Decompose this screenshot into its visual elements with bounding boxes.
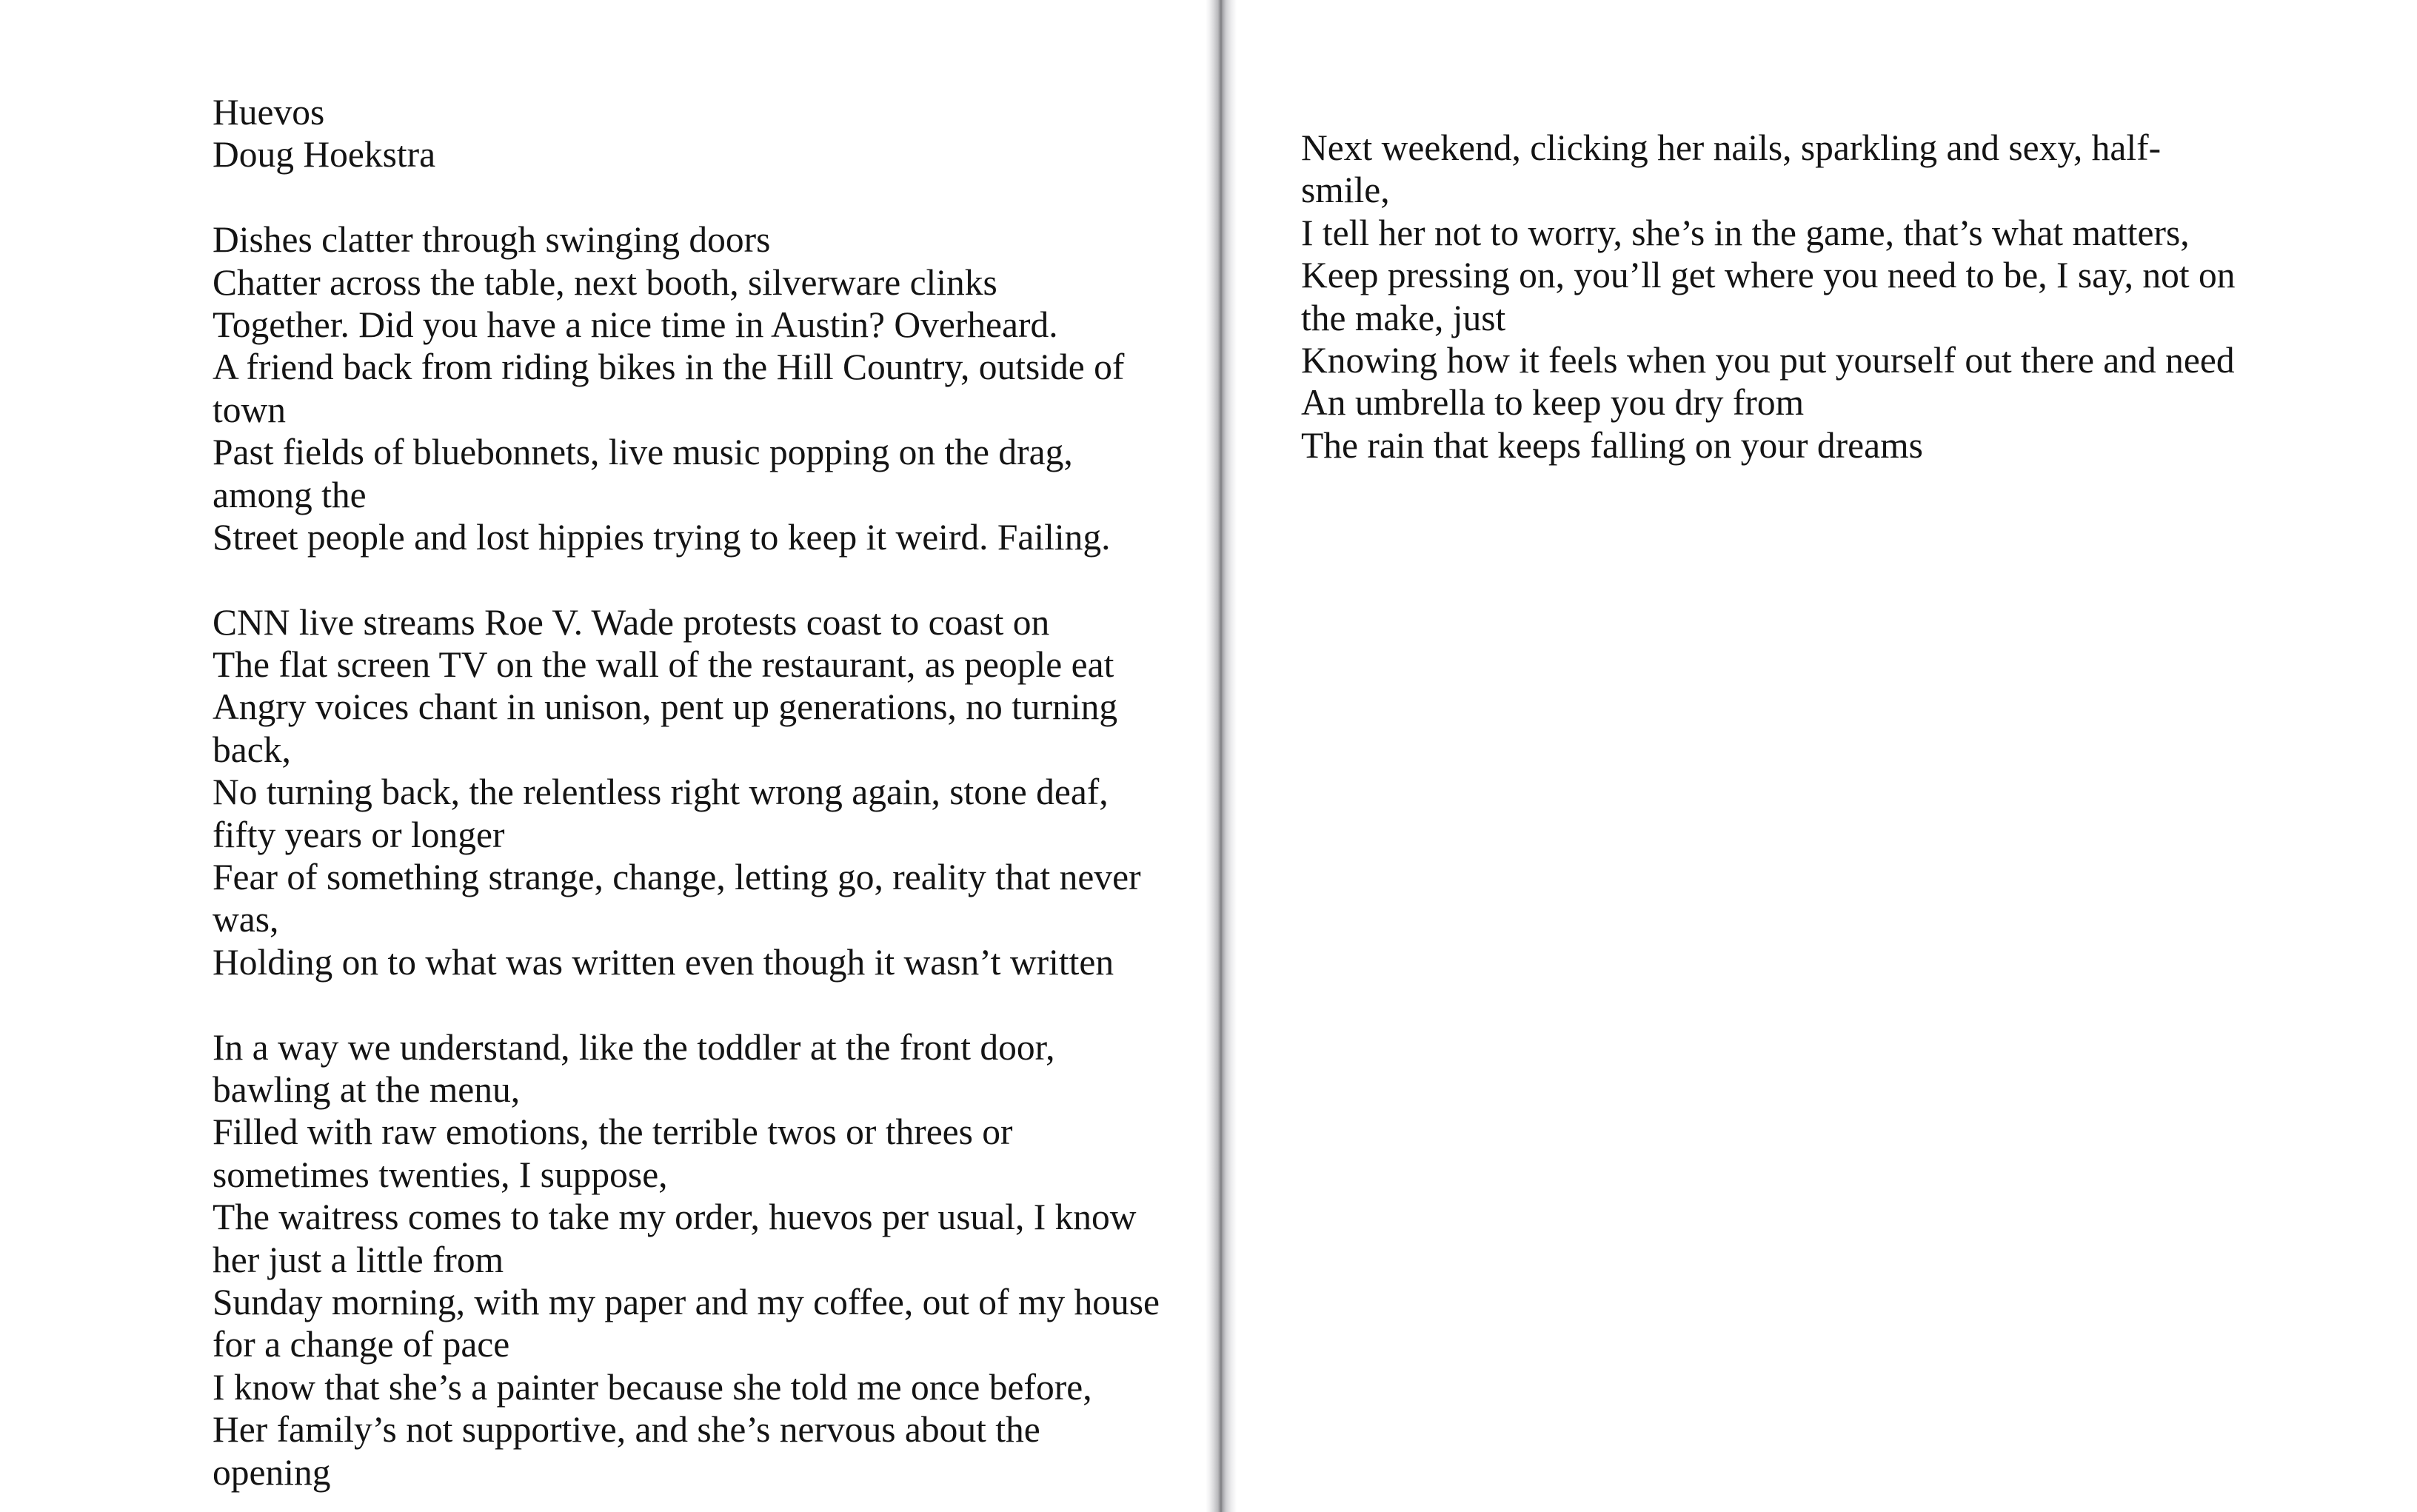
poem-line: An umbrella to keep you dry from: [1301, 382, 1805, 424]
poem-line: Holding on to what was written even though it wasn’t written: [213, 941, 1114, 983]
left-page: [0, 0, 1206, 1512]
right-page-text: [1301, 127, 2235, 466]
poem-line: No turning back, the relentless right wrong again, stone deaf,: [213, 772, 1109, 813]
poem-line: Dishes clatter through swinging doors: [213, 219, 771, 261]
poem-line: was,: [213, 899, 279, 940]
poem-line: Fear of something strange, change, letting go, reality that never: [213, 857, 1141, 898]
book-gutter: [1206, 0, 1237, 1512]
poem-line: CNN live streams Roe V. Wade protests coast to coast on: [213, 601, 1050, 643]
poem-line: opening: [213, 1451, 331, 1493]
poem-line: The waitress comes to take my order, huevos per usual, I know: [213, 1197, 1137, 1238]
poem-line: Sunday morning, with my paper and my coffee, out of my house: [213, 1281, 1160, 1322]
stanza-break: [213, 983, 1160, 1026]
poem-line: Chatter across the table, next booth, silverware clinks: [213, 261, 997, 303]
poem-line: Knowing how it feels when you put yourself out there and need: [1301, 339, 2235, 381]
poem-line: her just a little from: [213, 1239, 504, 1280]
poem-line: The rain that keeps falling on your dreams: [1301, 424, 1923, 466]
poem-line: back,: [213, 729, 291, 770]
poem-line: A friend back from riding bikes in the Hill Country, outside of: [213, 347, 1125, 388]
poem-line: The flat screen TV on the wall of the restaurant, as people eat: [213, 644, 1114, 686]
stanza-break: [213, 558, 1160, 601]
poem-line: Her family’s not supportive, and she’s nervous about the: [213, 1409, 1040, 1451]
poem-line: smile,: [1301, 170, 1390, 211]
poem-line: Together. Did you have a nice time in Austin? Overheard.: [213, 304, 1058, 345]
left-page-text: [213, 91, 1160, 1493]
poem-line: Angry voices chant in unison, pent up generations, no turning: [213, 686, 1118, 728]
poem-line: fifty years or longer: [213, 814, 505, 855]
poem-line: among the: [213, 474, 367, 515]
poem-line: for a change of pace: [213, 1324, 510, 1365]
poem-line: In a way we understand, like the toddler at the front door,: [213, 1026, 1055, 1068]
poem-line: I tell her not to worry, she’s in the game, that’s what matters,: [1301, 212, 2190, 253]
poem-line: Past fields of bluebonnets, live music popping on the drag,: [213, 432, 1073, 473]
poem-line: Street people and lost hippies trying to keep it weird. Failing.: [213, 516, 1111, 558]
poem-line: I know that she’s a painter because she told me once before,: [213, 1366, 1092, 1408]
poem-line: bawling at the menu,: [213, 1068, 521, 1110]
poem-line: Keep pressing on, you’ll get where you need to be, I say, not on: [1301, 255, 2236, 296]
poem-author: Doug Hoekstra: [213, 134, 436, 175]
poem-line: Next weekend, clicking her nails, sparkling and sexy, half-: [1301, 127, 2162, 168]
poem-line: Filled with raw emotions, the terrible twos or threes or: [213, 1111, 1013, 1153]
stanza-break: [213, 176, 1160, 218]
poem-title: Huevos: [213, 92, 325, 133]
poem-line: sometimes twenties, I suppose,: [213, 1154, 668, 1195]
poem-line: town: [213, 389, 286, 430]
poem-line: the make, just: [1301, 297, 1506, 338]
